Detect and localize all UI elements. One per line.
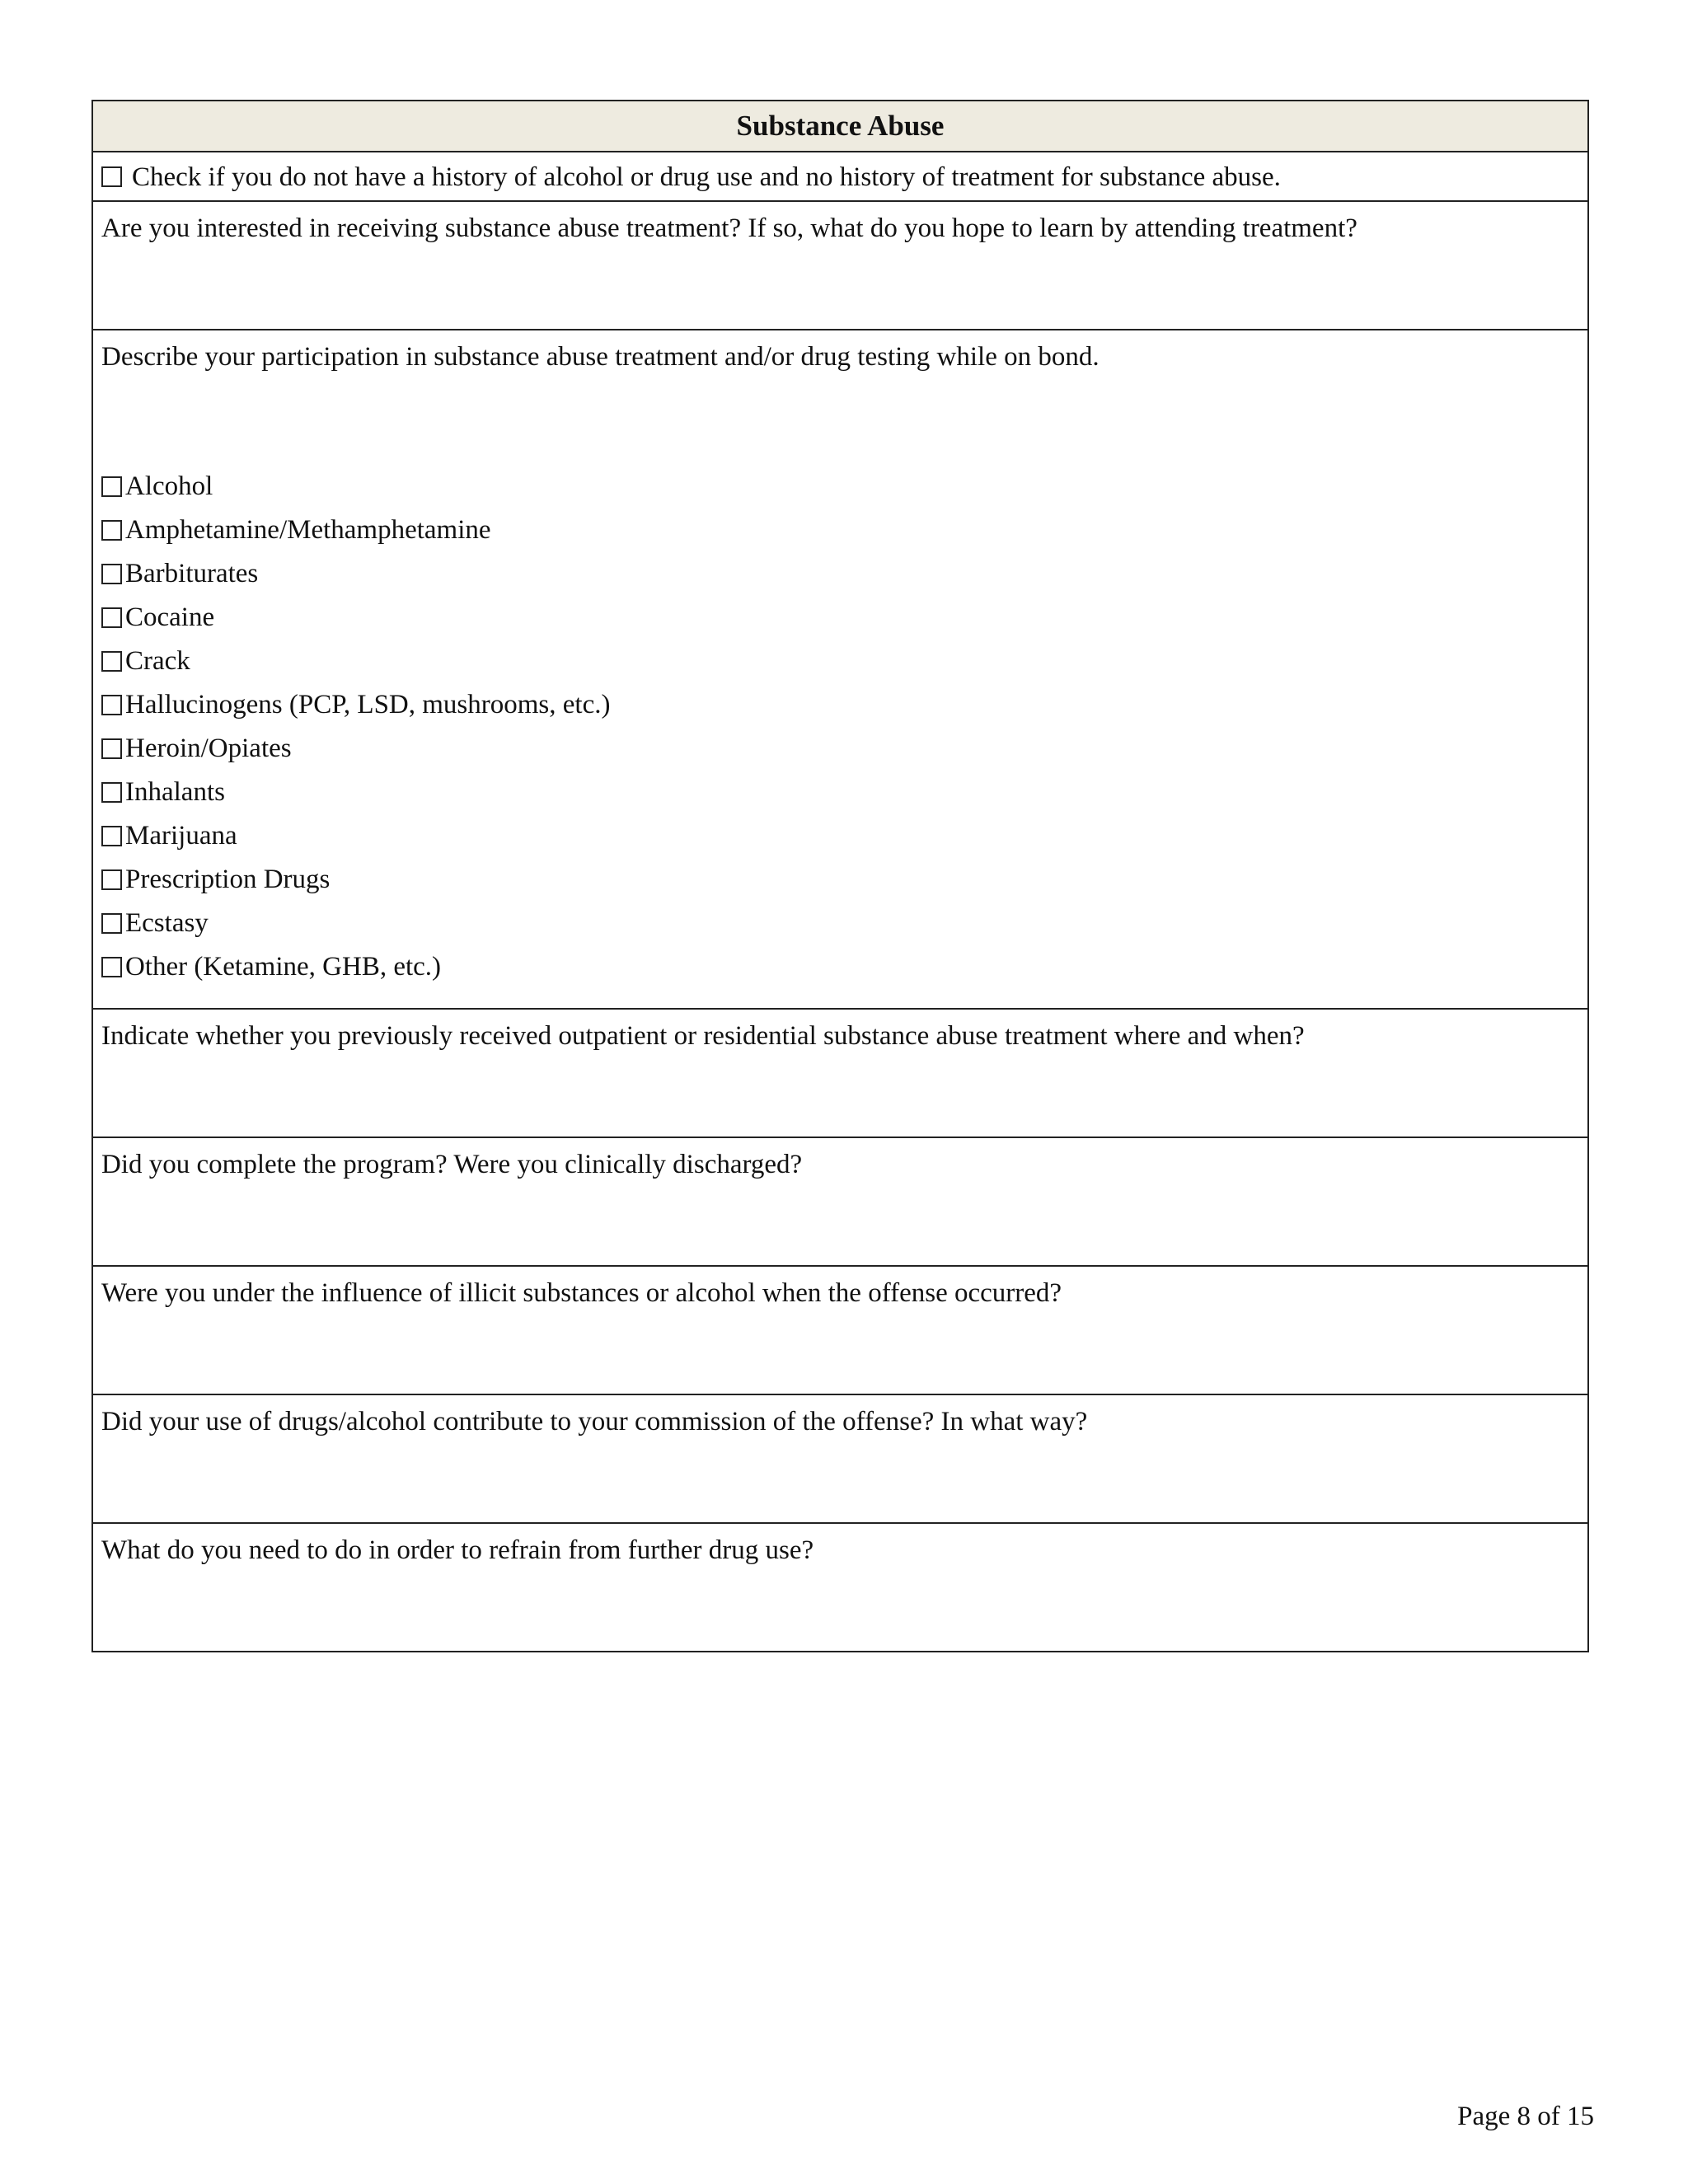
refrain-field[interactable] bbox=[93, 1522, 1587, 1651]
substance-label: Other (Ketamine, GHB, etc.) bbox=[125, 952, 442, 982]
prescription-drugs-checkbox[interactable] bbox=[101, 869, 122, 890]
heroin-checkbox[interactable] bbox=[101, 738, 122, 759]
substance-item-prescription-drugs[interactable] bbox=[101, 858, 1579, 902]
bond-participation-question: Describe your participation in substance abuse treatment and/or drug testing while on bond. bbox=[101, 342, 1100, 372]
substance-label: Marijuana bbox=[125, 821, 237, 851]
crack-checkbox[interactable] bbox=[101, 651, 122, 672]
program-completion-question: Did you complete the program? Were you clinically discharged? bbox=[101, 1150, 803, 1179]
substance-item-amphetamine[interactable] bbox=[101, 509, 1579, 552]
under-influence-question: Were you under the influence of illicit substances or alcohol when the offense occurred? bbox=[101, 1278, 1062, 1308]
previous-treatment-field[interactable] bbox=[93, 1008, 1587, 1137]
substance-item-barbiturates[interactable] bbox=[101, 552, 1579, 596]
substance-item-cocaine[interactable] bbox=[101, 596, 1579, 640]
substance-item-marijuana[interactable] bbox=[101, 814, 1579, 858]
refrain-question: What do you need to do in order to refrain from further drug use? bbox=[101, 1535, 814, 1565]
substance-label: Ecstasy bbox=[125, 908, 209, 938]
cocaine-checkbox[interactable] bbox=[101, 607, 122, 628]
marijuana-checkbox[interactable] bbox=[101, 826, 122, 846]
substance-item-other[interactable] bbox=[101, 945, 1579, 989]
substance-label: Inhalants bbox=[125, 777, 225, 807]
no-history-checkbox[interactable] bbox=[101, 166, 122, 187]
amphetamine-checkbox[interactable] bbox=[101, 520, 122, 541]
hallucinogens-checkbox[interactable] bbox=[101, 695, 122, 715]
treatment-interest-field[interactable] bbox=[93, 200, 1587, 329]
substance-label: Hallucinogens (PCP, LSD, mushrooms, etc.) bbox=[125, 690, 611, 719]
substance-label: Crack bbox=[125, 646, 190, 676]
substance-item-crack[interactable] bbox=[101, 640, 1579, 683]
substance-checklist bbox=[101, 465, 1579, 989]
ecstasy-checkbox[interactable] bbox=[101, 913, 122, 934]
substance-label: Amphetamine/Methamphetamine bbox=[125, 515, 491, 545]
substance-label: Alcohol bbox=[125, 471, 213, 501]
substance-item-hallucinogens[interactable] bbox=[101, 683, 1579, 727]
substance-item-inhalants[interactable] bbox=[101, 771, 1579, 814]
substance-item-heroin[interactable] bbox=[101, 727, 1579, 771]
substance-label: Prescription Drugs bbox=[125, 865, 331, 894]
page-number: Page 8 of 15 bbox=[1457, 2102, 1594, 2131]
substance-item-ecstasy[interactable] bbox=[101, 902, 1579, 945]
bond-participation-field[interactable] bbox=[93, 329, 1587, 1008]
alcohol-checkbox[interactable] bbox=[101, 476, 122, 497]
treatment-interest-question: Are you interested in receiving substance abuse treatment? If so, what do you hope to learn by attending treatment? bbox=[101, 213, 1357, 243]
under-influence-field[interactable] bbox=[93, 1265, 1587, 1394]
substance-label: Barbiturates bbox=[125, 559, 259, 588]
no-history-row bbox=[93, 151, 1587, 200]
contribution-field[interactable] bbox=[93, 1394, 1587, 1522]
section-title: Substance Abuse bbox=[736, 110, 945, 142]
substance-item-alcohol[interactable] bbox=[101, 465, 1579, 509]
barbiturates-checkbox[interactable] bbox=[101, 564, 122, 584]
program-completion-field[interactable] bbox=[93, 1137, 1587, 1265]
substance-label: Cocaine bbox=[125, 602, 215, 632]
previous-treatment-question: Indicate whether you previously received outpatient or residential substance abuse treatment where and when? bbox=[101, 1021, 1305, 1051]
contribution-question: Did your use of drugs/alcohol contribute to your commission of the offense? In what way? bbox=[101, 1407, 1088, 1436]
substance-abuse-form bbox=[91, 100, 1589, 1652]
other-checkbox[interactable] bbox=[101, 957, 122, 977]
substance-label: Heroin/Opiates bbox=[125, 733, 292, 763]
no-history-label: Check if you do not have a history of alcohol or drug use and no history of treatment for substance abuse. bbox=[132, 162, 1281, 192]
inhalants-checkbox[interactable] bbox=[101, 782, 122, 803]
section-header bbox=[93, 101, 1587, 151]
